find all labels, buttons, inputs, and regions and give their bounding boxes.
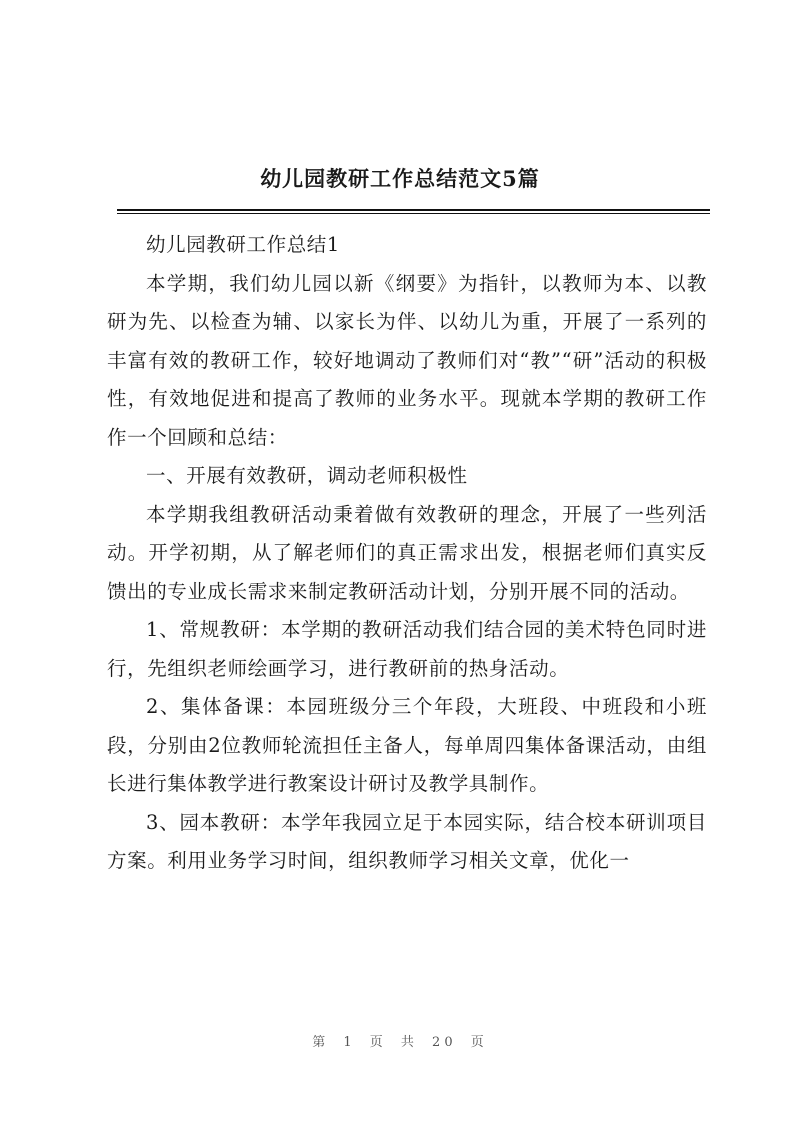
list-item: 3、园本教研：本学年我园立足于本园实际，结合校本研训项目方案。利用业务学习时间，组织教师学习相关文章，优化一 xyxy=(107,810,707,872)
document-body xyxy=(107,226,707,881)
list-item: 1、常规教研：本学期的教研活动我们结合园的美术特色同时进行，先组织老师绘画学习，进行教研前的热身活动。 xyxy=(107,618,707,680)
document-title: 幼儿园教研工作总结范文5篇 xyxy=(260,166,540,191)
body-paragraph: 本学期我组教研活动秉着做有效教研的理念，开展了一些列活动。开学初期，从了解老师们的真正需求出发，根据老师们真实反馈出的专业成长需求来制定教研活动计划，分别开展不同的活动。 xyxy=(107,502,707,603)
body-paragraph: 本学期，我们幼儿园以新《纲要》为指针，以教师为本、以教研为先、以检查为辅、以家长为伴、以幼儿为重，开展了一系列的丰富有效的教研工作，较好地调动了教师们对“教”“研”活动的积极性，有效地促进和提高了教师的业务水平。现就本学期的教研工作作一个回顾和总结： xyxy=(107,271,707,449)
title-divider-thin xyxy=(117,213,710,214)
subsection-heading: 一、开展有效教研，调动老师积极性 xyxy=(146,464,468,487)
list-item: 2、集体备课：本园班级分三个年段，大班段、中班段和小班段，分别由2位教师轮流担任主备人，每单周四集体备课活动，由组长进行集体教学进行教案设计研讨及教学具制作。 xyxy=(107,695,707,795)
section-heading: 幼儿园教研工作总结1 xyxy=(146,233,340,256)
page-footer: 第 1 页 共 20 页 xyxy=(312,1035,488,1050)
title-divider-thick xyxy=(117,209,710,211)
